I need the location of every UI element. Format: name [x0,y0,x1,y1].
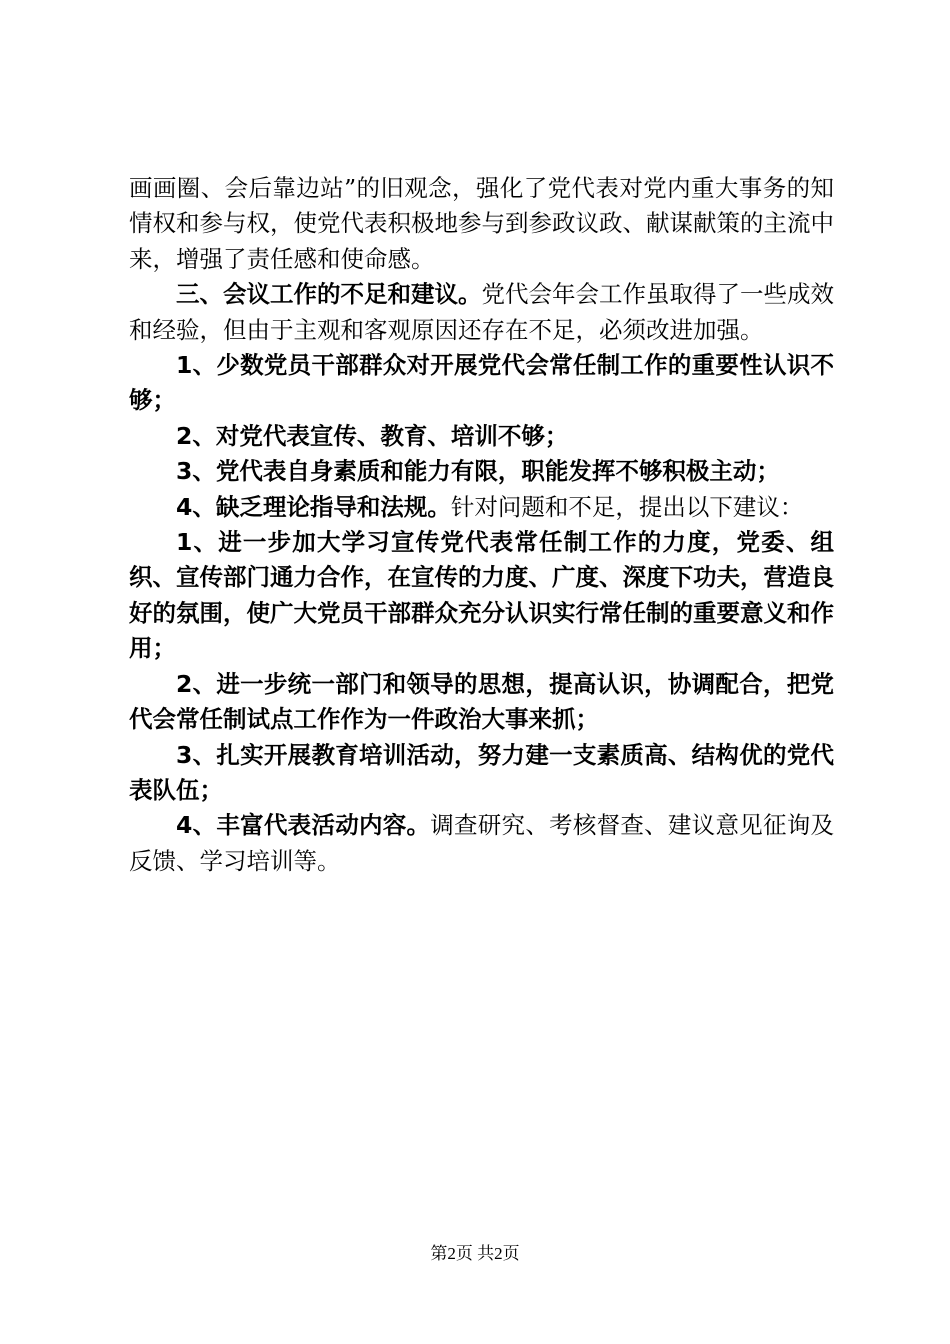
paragraph [129,171,834,277]
page-number-label: 第2页 共2页 [430,1244,520,1263]
paragraph-text: 针对问题和不足，提出以下建议： [450,492,804,521]
paragraph-text: 党代会年会工作虽取得了一些成效和经验，但由于主观和客观原因还存在不足，必须改进加强。 [129,280,834,344]
list-item-text: 4、缺乏理论指导和法规。 [176,492,451,521]
list-item-text: 2、对党代表宣传、教育、培训不够； [176,421,569,450]
list-item-text: 3、党代表自身素质和能力有限，职能发挥不够积极主动； [176,457,780,486]
paragraph [129,454,834,489]
paragraph [129,419,834,454]
paragraph [129,667,834,738]
paragraph [129,490,834,525]
paragraph [129,277,834,348]
document-body [129,171,834,879]
paragraph [129,348,834,419]
list-item-text: 4、丰富代表活动内容。 [176,811,431,840]
paragraph [129,808,834,879]
list-item-text: 2、进一步统一部门和领导的思想，提高认识，协调配合，把党代会常任制试点工作作为一件政治大事来抓； [129,669,834,734]
section-heading: 三、会议工作的不足和建议。 [176,280,482,309]
page-footer [0,1242,950,1266]
list-item-text: 1、少数党员干部群众对开展党代会常任制工作的重要性认识不够； [129,351,834,415]
paragraph [129,738,834,809]
list-item-text: 3、扎实开展教育培训活动，努力建一支素质高、结构优的党代表队伍； [129,740,834,804]
paragraph [129,525,834,667]
list-item-text: 1、进一步加大学习宣传党代表常任制工作的力度，党委、组织、宣传部门通力合作，在宣传的力度、广度、深度下功夫，营造良好的氛围，使广大党员干部群众充分认识实行常任制的重要意义和作用； [129,528,834,663]
paragraph-text: 画画圈、会后靠边站”的旧观念，强化了党代表对党内重大事务的知情权和参与权，使党代表积极地参与到参政议政、献谋献策的主流中来，增强了责任感和使命感。 [129,174,834,273]
paragraph-text: 调查研究、考核督查、建议意见征询及反馈、学习培训等。 [129,811,834,875]
